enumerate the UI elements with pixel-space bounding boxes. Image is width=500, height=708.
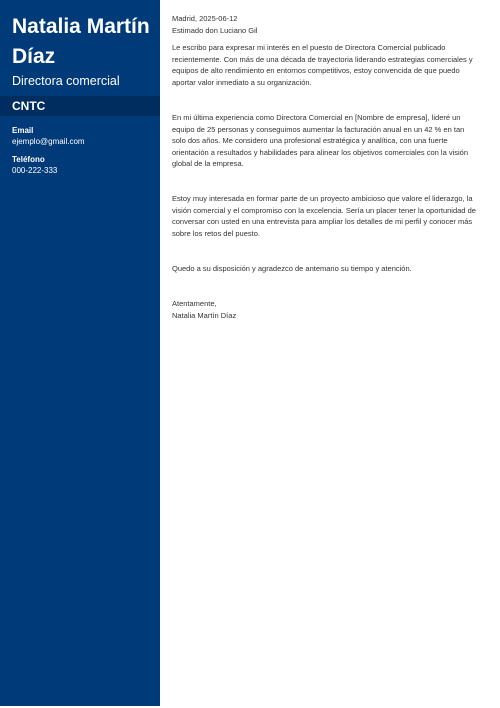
salutation: Estimado don Luciano Gil — [172, 26, 258, 35]
paragraph-interest: Estoy muy interesada en formar parte de un proyecto ambicioso que valore el liderazgo, la visión comercial y el compromiso con la excelencia. Sería un placer tener la oportunidad de conversar con usted en una entrevista para ampliar los detalles de mi perfil y conocer más sobre los retos del puesto. — [172, 194, 476, 238]
email-label: Email — [12, 126, 34, 135]
candidate-role: Directora comercial — [12, 74, 120, 88]
phone-label: Teléfono — [12, 155, 45, 164]
sidebar — [0, 0, 160, 706]
signature: Natalia Martín Díaz — [172, 311, 237, 320]
email-value[interactable]: ejemplo@gmail.com — [12, 137, 85, 146]
paragraph-closing: Quedo a su disposición y agradezco de antemano su tiempo y atención. — [172, 264, 412, 273]
date-line: Madrid, 2025-06-12 — [172, 14, 238, 23]
candidate-name: Natalia Martín Díaz — [12, 15, 150, 68]
phone-value[interactable]: 000-222-333 — [12, 166, 58, 175]
initials-band — [0, 96, 160, 116]
closing-line: Atentamente, — [172, 299, 217, 308]
initials-text: CNTC — [12, 99, 46, 113]
paragraph-intro: Le escribo para expresar mi interés en el puesto de Directora Comercial publicado recientemente. Con más de una década de trayectoria liderando estrategias comerciales y equipos de alto rendimiento en entornos competitivos, estoy convencida de que puedo aportar valor inmediato a su organización. — [172, 43, 473, 87]
paragraph-experience: En mi última experiencia como Directora Comercial en [Nombre de empresa], lideré un equipo de 25 personas y conseguimos aumentar la facturación anual en un 42 % en tan solo dos años. Me considero una profesional estratégica y analítica, con una fuerte orientación a resultados y habilidades para alinear los objetivos comerciales con la visión global de la empresa. — [172, 113, 468, 168]
